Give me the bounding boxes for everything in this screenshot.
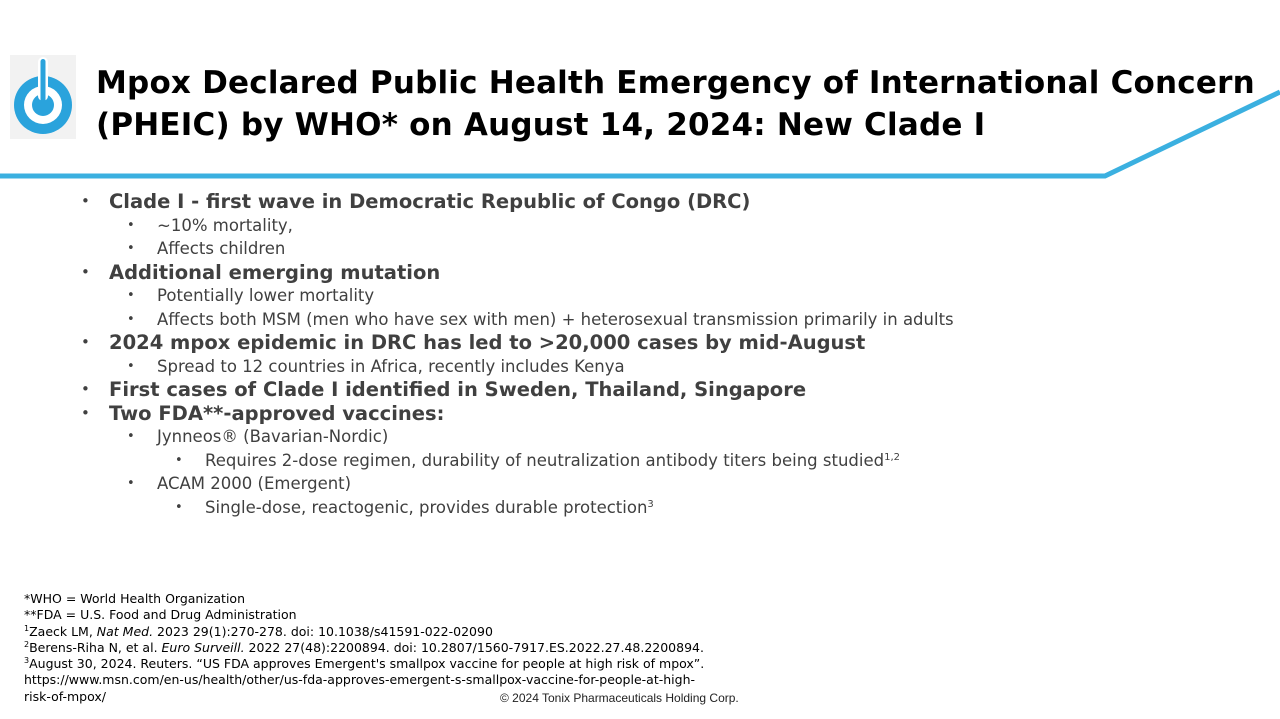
footnote-text: August 30, 2024. Reuters. “US FDA approves Emergent's smallpox vaccine for people at high risk of mpox”. (29, 656, 705, 672)
bullet-epidemic-drc: • 2024 mpox epidemic in DRC has led to >20,000 cases by mid-August (78, 331, 1258, 355)
footnote-fda: **FDA = U.S. Food and Drug Administration (24, 607, 297, 623)
detail-acam-text: Single-dose, reactogenic, provides durable protection (205, 497, 648, 517)
footnote-ref-1 (24, 624, 784, 640)
footnote-ref-3-url: https://www.msn.com/en-us/health/other/us-fda-approves-emergent-s-smallpox-vaccine-for-people-at-high- (24, 672, 695, 688)
detail-jynneos (78, 449, 1258, 473)
footnote-who: *WHO = World Health Organization (24, 591, 245, 606)
journal-name: Nat Med. (96, 623, 154, 639)
footnote-text: Berens-Riha N, et al. (29, 639, 162, 655)
footnote-ref-3-url-cont: risk-of-mpox/ (24, 688, 106, 704)
sub-bullet-lower-mortality: • Potentially lower mortality (78, 284, 1258, 308)
page-title: Mpox Declared Public Health Emergency of International Concern (PHEIC) by WHO* on August 14, 2024: New Clade I (96, 65, 1255, 143)
sub-bullet-spread: • Spread to 12 countries in Africa, recently includes Kenya (78, 355, 1258, 379)
bullet-emerging-mutation: • Additional emerging mutation (78, 261, 1258, 285)
ref-superscript: 1,2 (884, 451, 900, 463)
footnote-text: 2023 29(1):270-278. doi: 10.1038/s41591-022-02090 (153, 623, 493, 639)
footnote-ref-number: 3 (24, 656, 30, 666)
copyright-notice: © 2024 Tonix Pharmaceuticals Holding Corp. (500, 691, 739, 705)
detail-acam (78, 496, 1258, 520)
footnote-ref-2 (24, 640, 784, 656)
footnote-text: 2022 27(48):2200894. doi: 10.2807/1560-7917.ES.2022.27.48.2200894. (244, 639, 704, 655)
footnote-text: Zaeck LM, (29, 623, 97, 639)
sub-bullet-transmission: • Affects both MSM (men who have sex with men) + heterosexual transmission primarily in adults (78, 308, 1258, 332)
ref-superscript: 3 (647, 498, 654, 510)
sub-bullet-mortality: • ~10% mortality, (78, 214, 1258, 238)
footnotes (24, 591, 784, 705)
sub-bullet-children: • Affects children (78, 237, 1258, 261)
bullet-first-cases: • First cases of Clade I identified in Sweden, Thailand, Singapore (78, 378, 1258, 402)
footnote-ref-number: 1 (24, 623, 30, 633)
footnote-ref-number: 2 (24, 639, 30, 649)
sub-bullet-acam: • ACAM 2000 (Emergent) (78, 472, 1258, 496)
journal-name: Euro Surveill. (161, 639, 245, 655)
bullet-vaccines: • Two FDA**-approved vaccines: (78, 402, 1258, 426)
bullet-list (78, 190, 1258, 519)
tonix-logo-icon (10, 55, 76, 139)
footnote-ref-3 (24, 656, 784, 672)
bullet-clade-i: • Clade I - first wave in Democratic Republic of Congo (DRC) (78, 190, 1258, 214)
detail-jynneos-text: Requires 2-dose regimen, durability of neutralization antibody titers being studied (205, 450, 885, 470)
sub-bullet-jynneos: • Jynneos® (Bavarian-Nordic) (78, 425, 1258, 449)
